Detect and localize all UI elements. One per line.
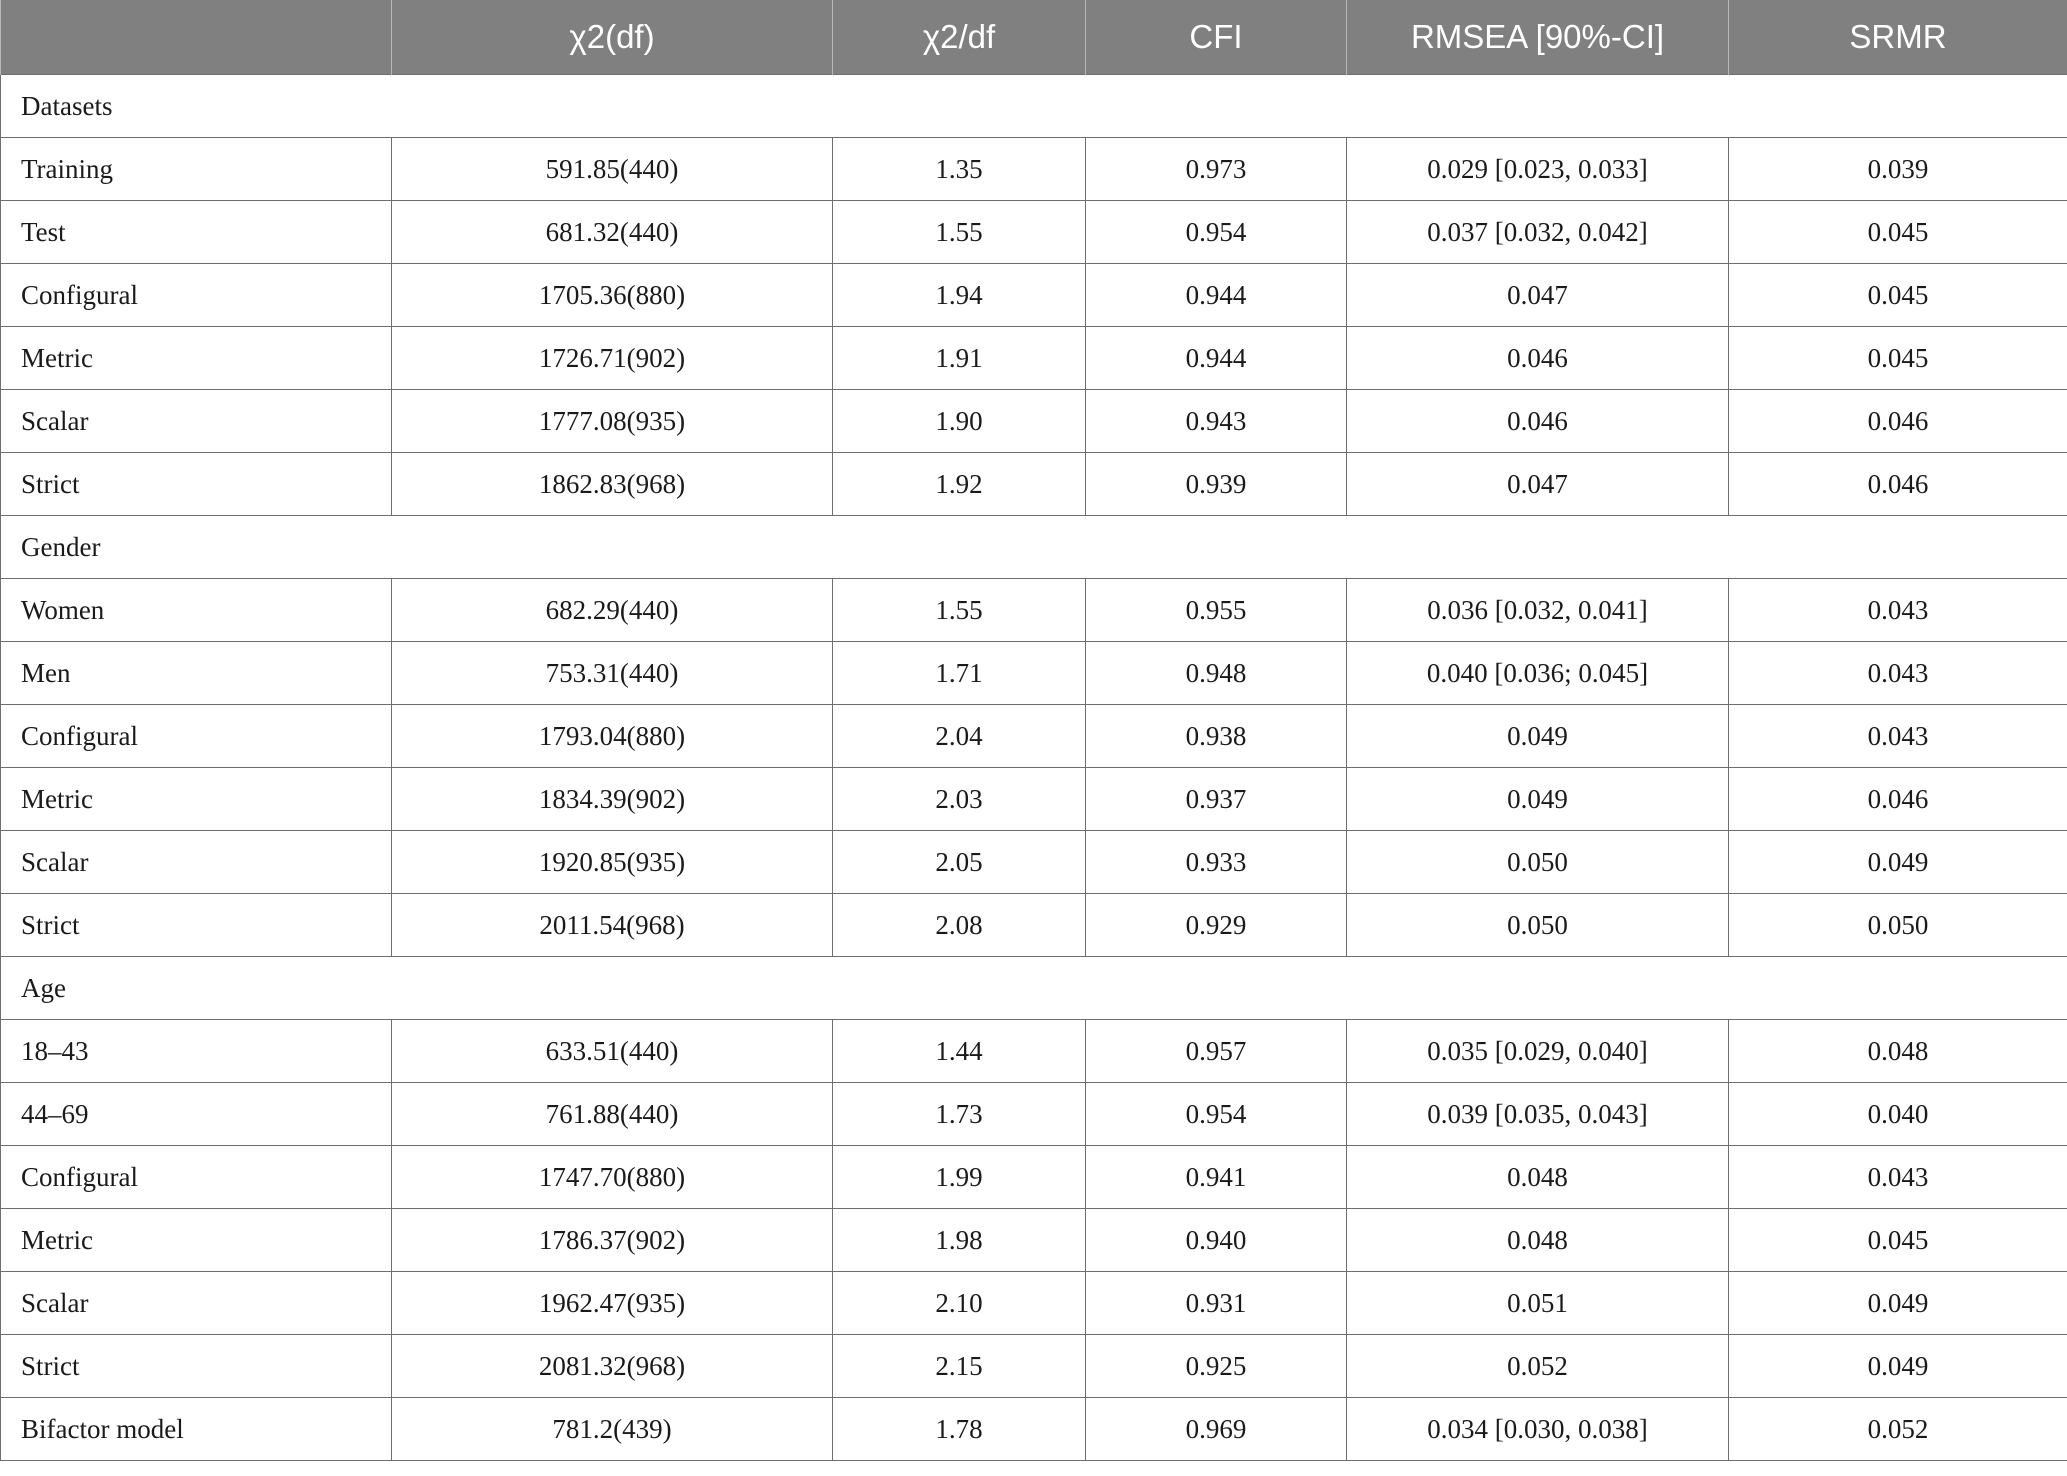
cfi-cell: 0.941 bbox=[1086, 1146, 1347, 1209]
section-title: Age bbox=[1, 957, 2067, 1020]
srmr-cell: 0.045 bbox=[1729, 327, 2067, 390]
chi2-df-cell: 1747.70(880) bbox=[392, 1146, 833, 1209]
chi2-ratio-cell: 2.05 bbox=[833, 831, 1086, 894]
srmr-cell: 0.043 bbox=[1729, 705, 2067, 768]
row-label-cell: 44–69 bbox=[1, 1083, 392, 1146]
srmr-cell: 0.046 bbox=[1729, 390, 2067, 453]
srmr-cell: 0.049 bbox=[1729, 1335, 2067, 1398]
chi2-df-cell: 633.51(440) bbox=[392, 1020, 833, 1083]
table-row bbox=[1, 642, 2067, 705]
cfi-cell: 0.944 bbox=[1086, 327, 1347, 390]
table-row bbox=[1, 1020, 2067, 1083]
rmsea-cell: 0.050 bbox=[1347, 831, 1729, 894]
table-row bbox=[1, 453, 2067, 516]
rmsea-cell: 0.046 bbox=[1347, 390, 1729, 453]
row-label-cell: Training bbox=[1, 138, 392, 201]
srmr-cell: 0.040 bbox=[1729, 1083, 2067, 1146]
srmr-cell: 0.045 bbox=[1729, 264, 2067, 327]
srmr-cell: 0.048 bbox=[1729, 1020, 2067, 1083]
chi2-df-cell: 753.31(440) bbox=[392, 642, 833, 705]
table-body bbox=[1, 75, 2067, 1461]
cfi-cell: 0.938 bbox=[1086, 705, 1347, 768]
header-row bbox=[1, 0, 2067, 75]
chi2-df-cell: 1920.85(935) bbox=[392, 831, 833, 894]
chi2-df-cell: 1862.83(968) bbox=[392, 453, 833, 516]
cfi-cell: 0.943 bbox=[1086, 390, 1347, 453]
row-label-cell: Metric bbox=[1, 1209, 392, 1272]
row-label-cell: Metric bbox=[1, 768, 392, 831]
chi2-df-cell: 1786.37(902) bbox=[392, 1209, 833, 1272]
cfi-cell: 0.954 bbox=[1086, 201, 1347, 264]
chi2-ratio-cell: 2.04 bbox=[833, 705, 1086, 768]
chi2-ratio-cell: 1.91 bbox=[833, 327, 1086, 390]
table-row bbox=[1, 1083, 2067, 1146]
chi2-ratio-cell: 2.15 bbox=[833, 1335, 1086, 1398]
cfi-cell: 0.931 bbox=[1086, 1272, 1347, 1335]
cfi-cell: 0.929 bbox=[1086, 894, 1347, 957]
cfi-cell: 0.925 bbox=[1086, 1335, 1347, 1398]
chi2-df-cell: 1962.47(935) bbox=[392, 1272, 833, 1335]
chi2-df-cell: 1777.08(935) bbox=[392, 390, 833, 453]
table-row bbox=[1, 705, 2067, 768]
srmr-cell: 0.043 bbox=[1729, 1146, 2067, 1209]
header-cell-chi2-ratio: χ2/df bbox=[833, 0, 1086, 75]
chi2-ratio-cell: 1.73 bbox=[833, 1083, 1086, 1146]
section-title: Gender bbox=[1, 516, 2067, 579]
section-row bbox=[1, 516, 2067, 579]
row-label-cell: Configural bbox=[1, 705, 392, 768]
cfi-cell: 0.933 bbox=[1086, 831, 1347, 894]
chi2-df-cell: 1793.04(880) bbox=[392, 705, 833, 768]
chi2-ratio-cell: 1.99 bbox=[833, 1146, 1086, 1209]
chi2-df-cell: 2011.54(968) bbox=[392, 894, 833, 957]
srmr-cell: 0.049 bbox=[1729, 1272, 2067, 1335]
chi2-ratio-cell: 2.03 bbox=[833, 768, 1086, 831]
chi2-ratio-cell: 1.94 bbox=[833, 264, 1086, 327]
rmsea-cell: 0.029 [0.023, 0.033] bbox=[1347, 138, 1729, 201]
header-cell-chi2-df: χ2(df) bbox=[392, 0, 833, 75]
row-label-cell: Test bbox=[1, 201, 392, 264]
row-label-cell: 18–43 bbox=[1, 1020, 392, 1083]
chi2-ratio-cell: 1.55 bbox=[833, 579, 1086, 642]
chi2-df-cell: 591.85(440) bbox=[392, 138, 833, 201]
rmsea-cell: 0.050 bbox=[1347, 894, 1729, 957]
cfi-cell: 0.937 bbox=[1086, 768, 1347, 831]
rmsea-cell: 0.047 bbox=[1347, 453, 1729, 516]
row-label-cell: Scalar bbox=[1, 831, 392, 894]
chi2-df-cell: 681.32(440) bbox=[392, 201, 833, 264]
table-header bbox=[1, 0, 2067, 75]
cfi-cell: 0.955 bbox=[1086, 579, 1347, 642]
cfi-cell: 0.957 bbox=[1086, 1020, 1347, 1083]
row-label-cell: Scalar bbox=[1, 1272, 392, 1335]
rmsea-cell: 0.051 bbox=[1347, 1272, 1729, 1335]
cfi-cell: 0.944 bbox=[1086, 264, 1347, 327]
chi2-ratio-cell: 1.55 bbox=[833, 201, 1086, 264]
cfi-cell: 0.939 bbox=[1086, 453, 1347, 516]
chi2-ratio-cell: 1.90 bbox=[833, 390, 1086, 453]
section-row bbox=[1, 75, 2067, 138]
chi2-ratio-cell: 2.10 bbox=[833, 1272, 1086, 1335]
rmsea-cell: 0.049 bbox=[1347, 705, 1729, 768]
srmr-cell: 0.049 bbox=[1729, 831, 2067, 894]
chi2-df-cell: 1705.36(880) bbox=[392, 264, 833, 327]
row-label-cell: Bifactor model bbox=[1, 1398, 392, 1461]
table-row bbox=[1, 831, 2067, 894]
table-row bbox=[1, 1146, 2067, 1209]
table-row bbox=[1, 579, 2067, 642]
table-row bbox=[1, 1398, 2067, 1461]
table-row bbox=[1, 1272, 2067, 1335]
cfi-cell: 0.973 bbox=[1086, 138, 1347, 201]
chi2-ratio-cell: 1.71 bbox=[833, 642, 1086, 705]
row-label-cell: Men bbox=[1, 642, 392, 705]
row-label-cell: Metric bbox=[1, 327, 392, 390]
chi2-ratio-cell: 1.35 bbox=[833, 138, 1086, 201]
row-label-cell: Strict bbox=[1, 453, 392, 516]
row-label-cell: Scalar bbox=[1, 390, 392, 453]
table-row bbox=[1, 894, 2067, 957]
chi2-df-cell: 1726.71(902) bbox=[392, 327, 833, 390]
rmsea-cell: 0.039 [0.035, 0.043] bbox=[1347, 1083, 1729, 1146]
table-row bbox=[1, 201, 2067, 264]
rmsea-cell: 0.036 [0.032, 0.041] bbox=[1347, 579, 1729, 642]
chi2-ratio-cell: 1.92 bbox=[833, 453, 1086, 516]
srmr-cell: 0.039 bbox=[1729, 138, 2067, 201]
table-row bbox=[1, 138, 2067, 201]
rmsea-cell: 0.048 bbox=[1347, 1209, 1729, 1272]
chi2-df-cell: 761.88(440) bbox=[392, 1083, 833, 1146]
table-row bbox=[1, 768, 2067, 831]
srmr-cell: 0.045 bbox=[1729, 1209, 2067, 1272]
rmsea-cell: 0.035 [0.029, 0.040] bbox=[1347, 1020, 1729, 1083]
srmr-cell: 0.045 bbox=[1729, 201, 2067, 264]
header-cell-cfi: CFI bbox=[1086, 0, 1347, 75]
row-label-cell: Configural bbox=[1, 264, 392, 327]
section-title: Datasets bbox=[1, 75, 2067, 138]
table-row bbox=[1, 1335, 2067, 1398]
row-label-cell: Strict bbox=[1, 1335, 392, 1398]
rmsea-cell: 0.040 [0.036; 0.045] bbox=[1347, 642, 1729, 705]
srmr-cell: 0.043 bbox=[1729, 642, 2067, 705]
srmr-cell: 0.046 bbox=[1729, 768, 2067, 831]
table-row bbox=[1, 327, 2067, 390]
row-label-cell: Strict bbox=[1, 894, 392, 957]
table-row bbox=[1, 390, 2067, 453]
row-label-cell: Women bbox=[1, 579, 392, 642]
rmsea-cell: 0.048 bbox=[1347, 1146, 1729, 1209]
cfi-cell: 0.954 bbox=[1086, 1083, 1347, 1146]
chi2-ratio-cell: 1.78 bbox=[833, 1398, 1086, 1461]
header-cell-srmr: SRMR bbox=[1729, 0, 2067, 75]
rmsea-cell: 0.034 [0.030, 0.038] bbox=[1347, 1398, 1729, 1461]
srmr-cell: 0.050 bbox=[1729, 894, 2067, 957]
chi2-df-cell: 2081.32(968) bbox=[392, 1335, 833, 1398]
srmr-cell: 0.043 bbox=[1729, 579, 2067, 642]
header-cell-blank bbox=[1, 0, 392, 75]
srmr-cell: 0.052 bbox=[1729, 1398, 2067, 1461]
cfi-cell: 0.969 bbox=[1086, 1398, 1347, 1461]
rmsea-cell: 0.052 bbox=[1347, 1335, 1729, 1398]
header-cell-rmsea: RMSEA [90%-CI] bbox=[1347, 0, 1729, 75]
chi2-df-cell: 781.2(439) bbox=[392, 1398, 833, 1461]
table-row bbox=[1, 264, 2067, 327]
chi2-ratio-cell: 1.98 bbox=[833, 1209, 1086, 1272]
srmr-cell: 0.046 bbox=[1729, 453, 2067, 516]
row-label-cell: Configural bbox=[1, 1146, 392, 1209]
rmsea-cell: 0.037 [0.032, 0.042] bbox=[1347, 201, 1729, 264]
chi2-ratio-cell: 1.44 bbox=[833, 1020, 1086, 1083]
section-row bbox=[1, 957, 2067, 1020]
cfi-cell: 0.948 bbox=[1086, 642, 1347, 705]
rmsea-cell: 0.049 bbox=[1347, 768, 1729, 831]
rmsea-cell: 0.047 bbox=[1347, 264, 1729, 327]
table-row bbox=[1, 1209, 2067, 1272]
chi2-ratio-cell: 2.08 bbox=[833, 894, 1086, 957]
chi2-df-cell: 682.29(440) bbox=[392, 579, 833, 642]
cfi-cell: 0.940 bbox=[1086, 1209, 1347, 1272]
rmsea-cell: 0.046 bbox=[1347, 327, 1729, 390]
chi2-df-cell: 1834.39(902) bbox=[392, 768, 833, 831]
